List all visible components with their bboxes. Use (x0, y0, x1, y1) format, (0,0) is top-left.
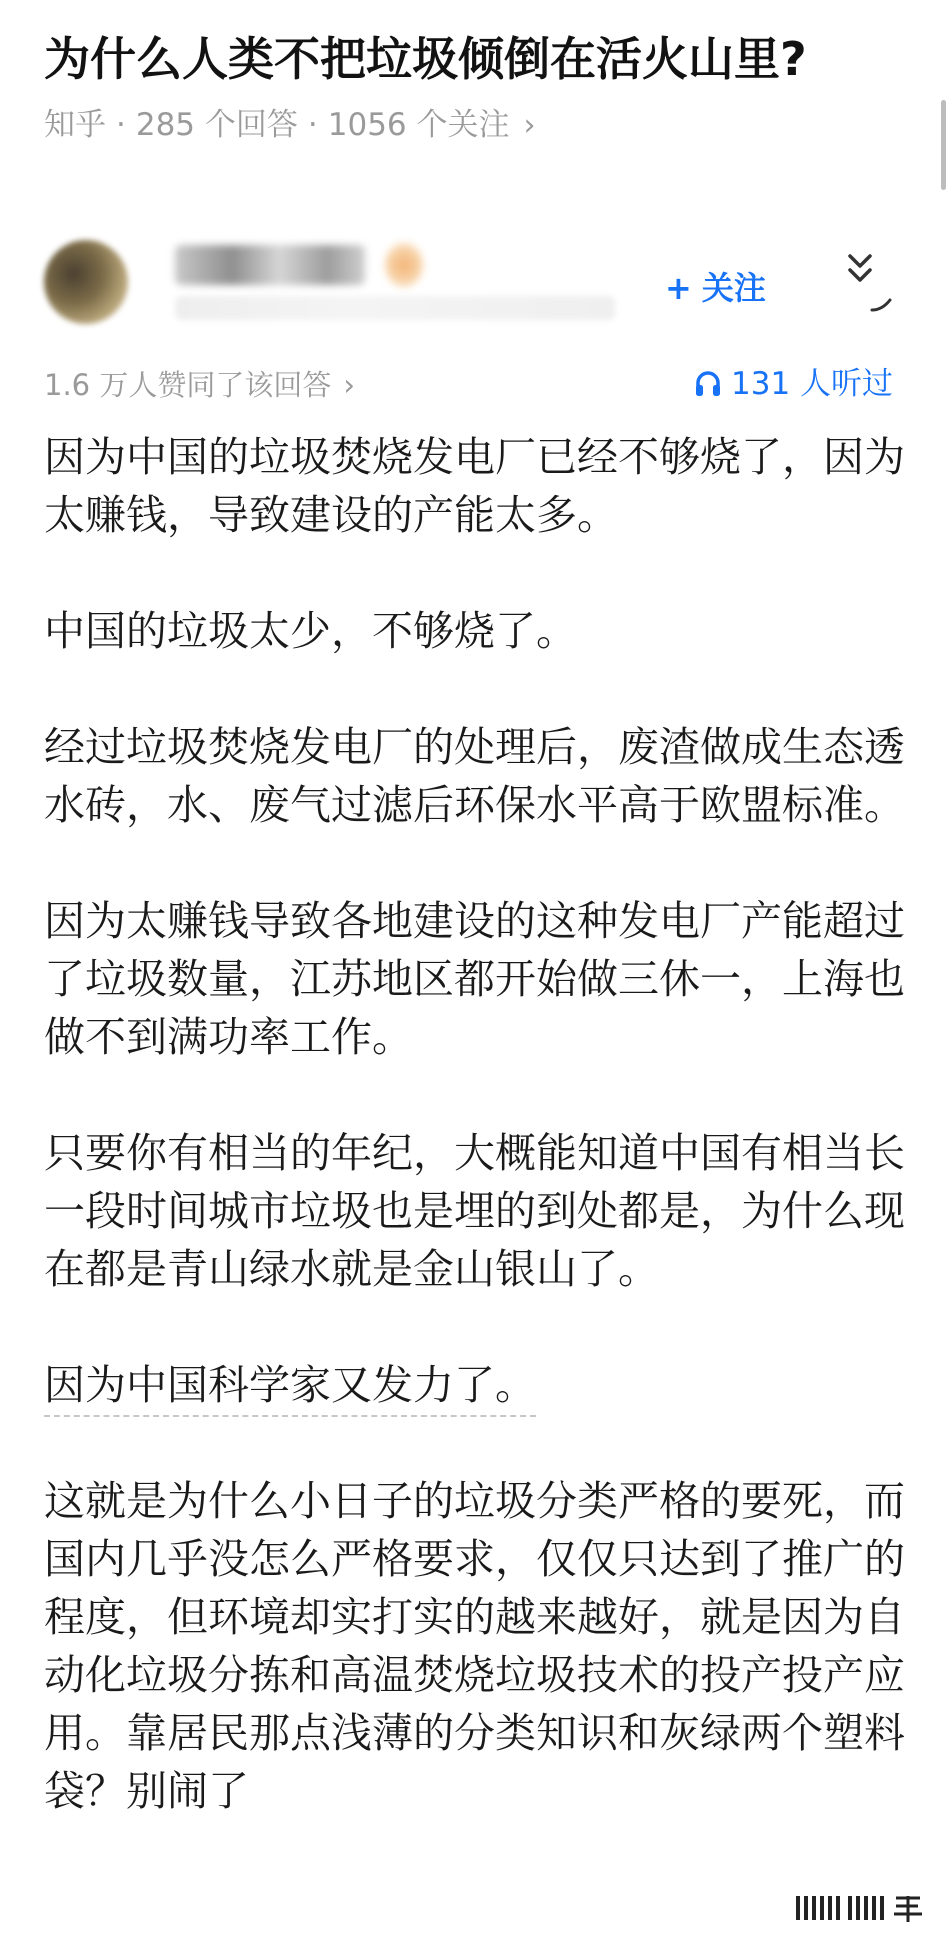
double-chevron-down-icon[interactable] (842, 250, 878, 290)
headphones-icon (693, 368, 723, 398)
answer-paragraph: 因为太赚钱导致各地建设的这种发电厂产能超过了垃圾数量，江苏地区都开始做三休一，上海也做不到满功率工作。 (44, 897, 905, 1061)
question-title: 为什么人类不把垃圾倾倒在活火山里? (44, 32, 807, 86)
plus-icon: + (665, 269, 692, 307)
answer-paragraph: 因为中国的垃圾焚烧发电厂已经不够烧了，因为太赚钱，导致建设的产能太多。 (44, 433, 905, 539)
corner-curve-mark (868, 296, 898, 314)
answer-paragraph: 中国的垃圾太少，不够烧了。 (44, 607, 577, 655)
follow-button[interactable] (665, 264, 766, 312)
meta-separator: · (116, 107, 126, 143)
author-name-redacted[interactable] (175, 245, 365, 285)
listen-badge[interactable] (693, 360, 893, 408)
likes-count: 1.6 万人赞同了该回答 (44, 368, 332, 402)
avatar[interactable] (44, 240, 128, 324)
chevron-right-icon: › (523, 108, 536, 143)
meta-separator: · (307, 107, 318, 143)
answer-paragraph: 只要你有相当的年纪，大概能知道中国有相当长一段时间城市垃圾也是埋的到处都是，为什么现在都是青山绿水就是金山银山了。 (44, 1129, 905, 1293)
answer-paragraph: 经过垃圾焚烧发电厂的处理后，废渣做成生态透水砖，水、废气过滤后环保水平高于欧盟标准。 (44, 723, 905, 829)
follow-label: 关注 (701, 269, 766, 307)
answer-paragraph: 这就是为什么小日子的垃圾分类严格的要死，而国内几乎没怎么严格要求，仅仅只达到了推广的程度，但环境却实打实的越来越好，就是因为自动化垃圾分拣和高温焚烧垃圾技术的投产投产应用。靠居民那点浅薄的分类知识和灰绿两个塑料袋？别闹了 (44, 1477, 905, 1815)
chevron-right-icon: › (343, 368, 355, 402)
listen-count: 131 人听过 (731, 366, 894, 402)
author-bio-redacted (175, 296, 615, 320)
scrollbar[interactable] (941, 100, 946, 190)
answer-body (44, 428, 912, 1820)
answer-paragraph-highlighted[interactable]: 因为中国科学家又发力了。 (44, 1361, 536, 1417)
source-label: 知乎 (44, 107, 106, 143)
author-badge-redacted (385, 243, 423, 287)
follower-count: 1056 个关注 (327, 107, 510, 143)
likes-line[interactable] (44, 362, 355, 408)
question-meta[interactable] (44, 102, 536, 149)
answer-count: 285 个回答 (135, 107, 298, 143)
watermark-logo (792, 1888, 932, 1928)
